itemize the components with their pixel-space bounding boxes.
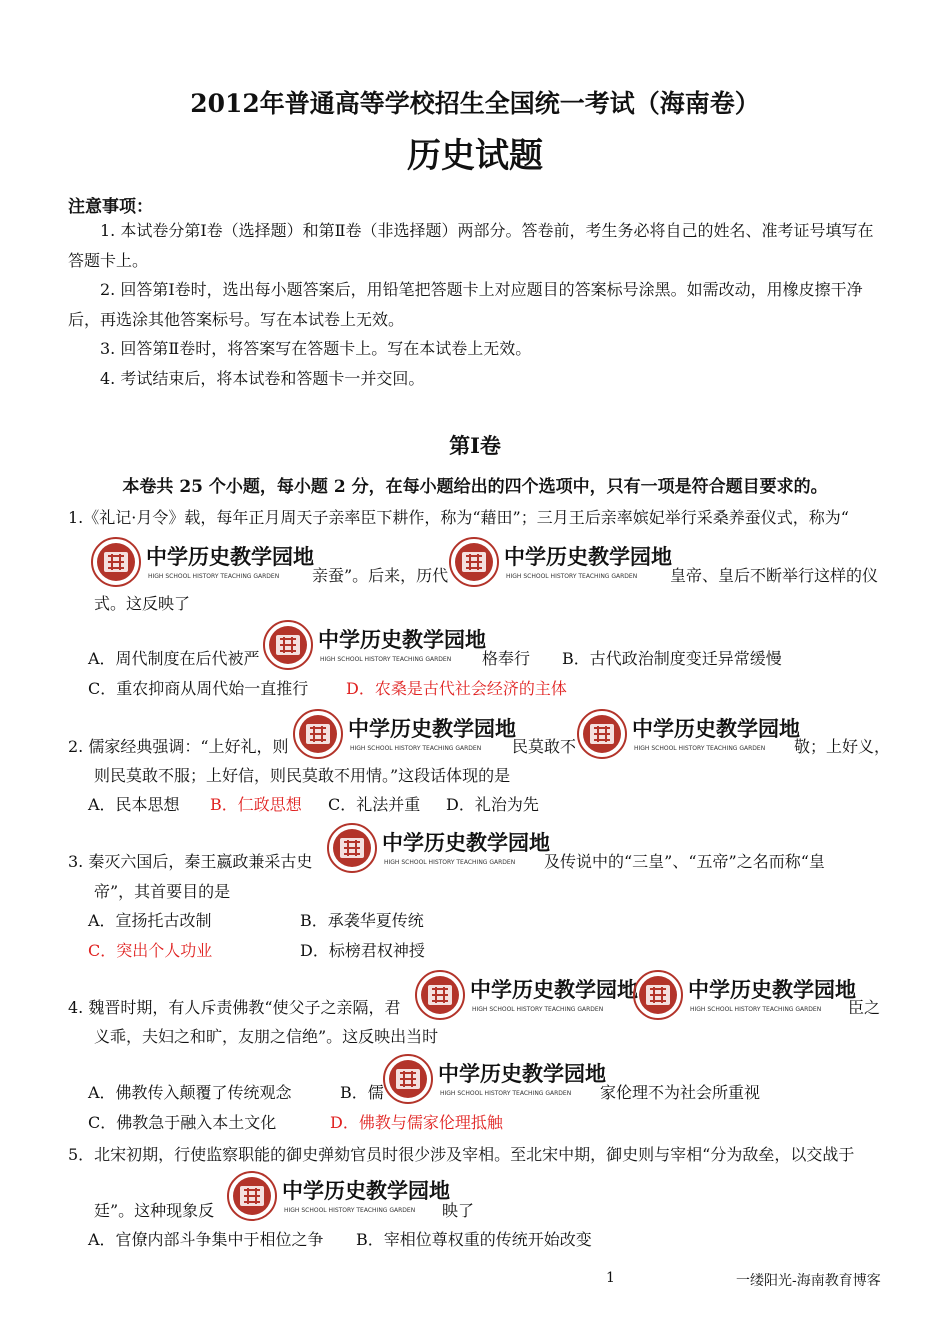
- q4-stem-line1a: 4. 魏晋时期，有人斥责佛教“使父子之亲隔，君: [68, 998, 401, 1017]
- watermark-seal-icon: [414, 967, 640, 1023]
- q3-option-c-answer: C．突出个人功业: [88, 941, 213, 960]
- svg-text:HIGH SCHOOL HISTORY TEACHING G: HIGH SCHOOL HISTORY TEACHING GARDEN: [506, 573, 638, 580]
- watermark-seal-icon: [326, 820, 552, 876]
- watermark-logo-2: [448, 534, 674, 590]
- q3-stem-line2: 帝”，其首要目的是: [94, 882, 231, 901]
- watermark-seal-icon: [448, 534, 674, 590]
- notice-item-1: 1. 本试卷分第Ⅰ卷（选择题）和第Ⅱ卷（非选择题）两部分。答卷前，考生务必将自己的姓名、准考证号填写在: [100, 221, 874, 240]
- notice-item-3: 3. 回答第Ⅱ卷时，将答案写在答题卡上。写在本试卷上无效。: [100, 339, 532, 358]
- svg-text:中学历史教学园地: 中学历史教学园地: [146, 544, 314, 569]
- notice-item-2: 2. 回答第Ⅰ卷时，选出每小题答案后，用铅笔把答题卡上对应题目的答案标号涂黑。如需改动，用橡皮擦干净: [100, 280, 863, 299]
- q4-stem-line1b: 臣之: [848, 998, 881, 1017]
- q2-stem-line1b: 民莫敢不: [512, 737, 577, 756]
- q2-stem-line2: 则民莫敢不服；上好信，则民莫敢不用情。”这段话体现的是: [94, 766, 511, 785]
- watermark-seal-icon: [632, 967, 858, 1023]
- svg-text:中学历史教学园地: 中学历史教学园地: [382, 830, 550, 855]
- q3-option-a: A．宣扬托古改制: [88, 911, 212, 930]
- q5-stem-line2b: 映了: [442, 1201, 475, 1220]
- q4-option-b: B．儒: [340, 1083, 384, 1102]
- svg-text:中学历史教学园地: 中学历史教学园地: [504, 544, 672, 569]
- svg-text:HIGH SCHOOL HISTORY TEACHING G: HIGH SCHOOL HISTORY TEACHING GARDEN: [384, 859, 516, 866]
- q5-option-b: B．宰相位尊权重的传统开始改变: [356, 1230, 592, 1249]
- q4-option-d-answer: D．佛教与儒家伦理抵触: [330, 1113, 503, 1132]
- q2-option-a: A．民本思想: [88, 795, 180, 814]
- q2-stem-line1a: 2. 儒家经典强调：“上好礼，则: [68, 737, 289, 756]
- q1-option-c: C．重农抑商从周代始一直推行: [88, 679, 309, 698]
- watermark-logo-3: [262, 617, 488, 673]
- q1-option-d-answer: D．农桑是古代社会经济的主体: [346, 679, 567, 698]
- q1-stem-line1: 1.《礼记·月令》载，每年正月周天子亲率臣下耕作，称为“藉田”；三月王后亲率嫔妃举行采桑养蚕仪式，称为“: [68, 508, 849, 527]
- watermark-seal-icon: [292, 706, 518, 762]
- watermark-logo-7: [414, 967, 640, 1023]
- watermark-logo-9: [382, 1051, 608, 1107]
- q2-option-c: C．礼法并重: [328, 795, 421, 814]
- source-credit: 一缕阳光-海南教育博客: [736, 1273, 881, 1289]
- svg-text:中学历史教学园地: 中学历史教学园地: [348, 716, 516, 741]
- q1-stem-line2b: 皇帝、皇后不断举行这样的仪: [670, 566, 879, 585]
- svg-text:中学历史教学园地: 中学历史教学园地: [632, 716, 800, 741]
- watermark-seal-icon: [226, 1168, 452, 1224]
- q4-option-c: C．佛教急于融入本土文化: [88, 1113, 277, 1132]
- svg-text:中学历史教学园地: 中学历史教学园地: [282, 1178, 450, 1203]
- svg-text:HIGH SCHOOL HISTORY TEACHING G: HIGH SCHOOL HISTORY TEACHING GARDEN: [320, 656, 452, 663]
- notice-item-2-cont: 后，再选涂其他答案标号。写在本试卷上无效。: [68, 310, 405, 329]
- svg-text:中学历史教学园地: 中学历史教学园地: [318, 627, 486, 652]
- page-number: 1: [606, 1270, 615, 1286]
- svg-text:HIGH SCHOOL HISTORY TEACHING G: HIGH SCHOOL HISTORY TEACHING GARDEN: [634, 745, 766, 752]
- subject-title: 历史试题: [407, 136, 543, 176]
- watermark-logo-1: [90, 534, 316, 590]
- svg-text:中学历史教学园地: 中学历史教学园地: [470, 977, 638, 1002]
- section-title: 第Ⅰ卷: [449, 433, 501, 458]
- svg-text:HIGH SCHOOL HISTORY TEACHING G: HIGH SCHOOL HISTORY TEACHING GARDEN: [440, 1090, 572, 1097]
- q3-option-b: B．承袭华夏传统: [300, 911, 424, 930]
- q3-stem-line1b: 及传说中的“三皇”、“五帝”之名而称“皇: [544, 852, 825, 871]
- q5-option-a: A．官僚内部斗争集中于相位之争: [88, 1230, 324, 1249]
- q4-option-b-cont: 家伦理不为社会所重视: [600, 1083, 761, 1102]
- q2-stem-line1c: 敬；上好义，: [794, 737, 891, 756]
- q5-stem-line1: 5．北宋初期，行使监察职能的御史弹劾官员时很少涉及宰相。至北宋中期，御史则与宰相“分为敌垒，以交战于: [68, 1145, 855, 1164]
- q4-stem-line2: 义乖，夫妇之和旷，友朋之信绝”。这反映出当时: [94, 1027, 439, 1046]
- watermark-logo-6: [326, 820, 552, 876]
- section-description: 本卷共 25 个小题，每小题 2 分，在每小题给出的四个选项中，只有一项是符合题目要求的。: [122, 477, 828, 497]
- q2-option-d: D．礼治为先: [446, 795, 539, 814]
- watermark-seal-icon: [576, 706, 802, 762]
- q1-option-b: B．古代政治制度变迁异常缓慢: [562, 649, 782, 668]
- watermark-logo-4: [292, 706, 518, 762]
- q1-stem-line2a: 亲蚕”。后来，历代: [312, 566, 449, 585]
- svg-text:HIGH SCHOOL HISTORY TEACHING G: HIGH SCHOOL HISTORY TEACHING GARDEN: [284, 1207, 416, 1214]
- q5-stem-line2a: 廷”。这种现象反: [94, 1201, 215, 1220]
- svg-text:HIGH SCHOOL HISTORY TEACHING G: HIGH SCHOOL HISTORY TEACHING GARDEN: [148, 573, 280, 580]
- svg-text:HIGH SCHOOL HISTORY TEACHING G: HIGH SCHOOL HISTORY TEACHING GARDEN: [472, 1006, 604, 1013]
- svg-text:中学历史教学园地: 中学历史教学园地: [438, 1061, 606, 1086]
- watermark-logo-10: [226, 1168, 452, 1224]
- watermark-seal-icon: [262, 617, 488, 673]
- q1-option-a: A．周代制度在后代被严: [88, 649, 260, 668]
- watermark-seal-icon: [382, 1051, 608, 1107]
- exam-title: 2012年普通高等学校招生全国统一考试（海南卷）: [190, 89, 760, 118]
- watermark-logo-8: [632, 967, 858, 1023]
- q2-option-b-answer: B．仁政思想: [210, 795, 302, 814]
- q1-option-a-cont: 格奉行: [482, 649, 531, 668]
- q3-stem-line1a: 3. 秦灭六国后，秦王嬴政兼采古史: [68, 852, 313, 871]
- notice-item-4: 4. 考试结束后，将本试卷和答题卡一并交回。: [100, 369, 425, 388]
- svg-text:中学历史教学园地: 中学历史教学园地: [688, 977, 856, 1002]
- watermark-logo-5: [576, 706, 802, 762]
- svg-text:HIGH SCHOOL HISTORY TEACHING G: HIGH SCHOOL HISTORY TEACHING GARDEN: [690, 1006, 822, 1013]
- svg-text:HIGH SCHOOL HISTORY TEACHING G: HIGH SCHOOL HISTORY TEACHING GARDEN: [350, 745, 482, 752]
- notice-item-1-cont: 答题卡上。: [68, 251, 149, 270]
- q4-option-a: A．佛教传入颠覆了传统观念: [88, 1083, 292, 1102]
- q1-stem-line3: 式。这反映了: [94, 594, 191, 613]
- notice-heading: 注意事项：: [68, 197, 153, 217]
- q3-option-d: D．标榜君权神授: [300, 941, 425, 960]
- watermark-seal-icon: [90, 534, 316, 590]
